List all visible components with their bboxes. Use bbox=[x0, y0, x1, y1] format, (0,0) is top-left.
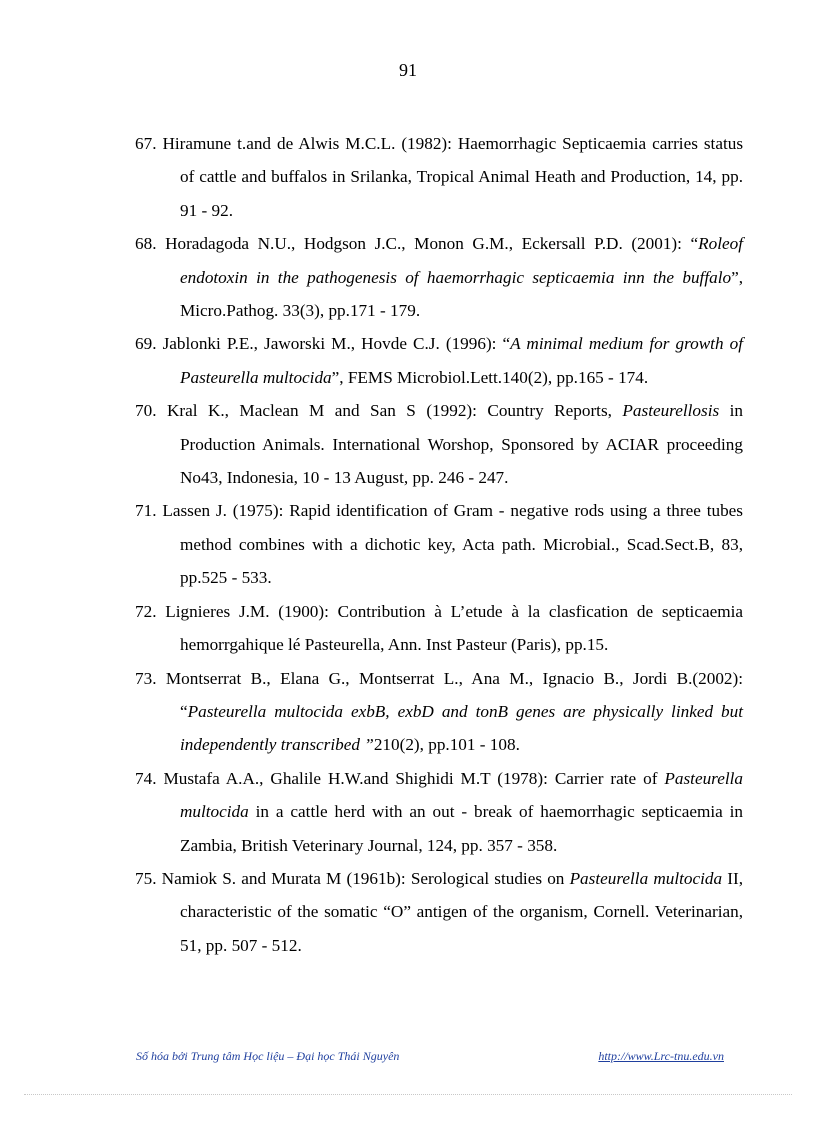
reference-text: ”, Micro.Pathog. 33(3), pp.171 - 179. bbox=[180, 267, 743, 321]
reference-text: Jablonki P.E., Jaworski M., Hovde C.J. (1996): “ bbox=[162, 334, 511, 354]
reference-item bbox=[135, 327, 743, 394]
reference-italic-text: Pasteurella multocida bbox=[180, 768, 743, 822]
reference-item bbox=[135, 662, 743, 762]
reference-number: 72. bbox=[135, 601, 157, 621]
reference-text: 210(2), pp.101 - 108. bbox=[373, 735, 520, 755]
reference-number: 69. bbox=[135, 334, 157, 354]
page-divider bbox=[24, 1094, 792, 1095]
reference-text: Mustafa A.A., Ghalile H.W.and Shighidi M.T (1978): Carrier rate of bbox=[163, 768, 665, 788]
reference-item bbox=[135, 127, 743, 227]
footer-source: Số hóa bởi Trung tâm Học liệu – Đại học Thái Nguyên bbox=[136, 1049, 400, 1063]
reference-item bbox=[135, 862, 743, 962]
reference-text: Lignieres J.M. (1900): Contribution à L’etude à la clasfication de septicaemia hemorrgahique lé Pasteurella, Ann. Inst Pasteur (Paris), pp.15. bbox=[165, 601, 743, 655]
reference-text: Horadagoda N.U., Hodgson J.C., Monon G.M., Eckersall P.D. (2001): “ bbox=[165, 234, 699, 254]
reference-item bbox=[135, 762, 743, 862]
reference-text: in Production Animals. International Worshop, Sponsored by ACIAR proceeding No43, Indonesia, 10 - 13 August, pp. 246 - 247. bbox=[180, 401, 744, 488]
footer-link[interactable]: http://www.Lrc-tnu.edu.vn bbox=[598, 1049, 724, 1063]
reference-text: Kral K., Maclean M and San S (1992): Country Reports, bbox=[166, 401, 623, 421]
reference-italic-text: Roleof endotoxin in the pathogenesis of haemorrhagic septicaemia inn the buffalo bbox=[180, 234, 743, 287]
reference-italic-text: A minimal medium for growth of Pasteurella multocida bbox=[180, 334, 743, 387]
reference-number: 70. bbox=[135, 401, 157, 421]
reference-text: Namiok S. and Murata M (1961b): Serological studies on bbox=[161, 868, 570, 888]
reference-text: II, characteristic of the somatic “O” antigen of the organism, Cornell. Veterinarian, 51, pp. 507 - 512. bbox=[180, 868, 743, 955]
reference-number: 75. bbox=[135, 868, 157, 888]
reference-text: Lassen J. (1975): Rapid identification of Gram - negative rods using a three tubes method combines with a dichotic key, Acta path. Microbial., Scad.Sect.B, 83, pp.525 - 533. bbox=[162, 501, 743, 588]
reference-text: ”, FEMS Microbiol.Lett.140(2), pp.165 - 174. bbox=[331, 367, 649, 387]
reference-number: 67. bbox=[135, 134, 157, 153]
reference-item bbox=[135, 595, 743, 662]
reference-text: in a cattle herd with an out - break of haemorrhagic septicaemia in Zambia, British Veterinary Journal, 124, pp. 357 - 358. bbox=[180, 802, 743, 855]
reference-item bbox=[135, 227, 743, 327]
reference-item bbox=[135, 494, 743, 594]
reference-text: Hiramune t.and de Alwis M.C.L. (1982): Haemorrhagic Septicaemia carries status of cattle and buffalos in Srilanka, Tropical Animal Heath and Production, 14, pp. 91 - 92. bbox=[162, 134, 744, 220]
reference-italic-text: Pasteurella multocida bbox=[569, 868, 723, 888]
reference-italic-text: Pasteurella multocida exbB, exbD and tonB genes are physically linked but independently transcribed ” bbox=[180, 701, 743, 755]
reference-number: 73. bbox=[135, 668, 157, 688]
reference-list bbox=[135, 127, 743, 962]
reference-text: Montserrat B., Elana G., Montserrat L., Ana M., Ignacio B., Jordi B.(2002): “ bbox=[165, 668, 744, 721]
reference-number: 68. bbox=[135, 234, 157, 254]
reference-italic-text: Pasteurellosis bbox=[622, 401, 720, 421]
page-number: 91 bbox=[399, 60, 417, 80]
reference-number: 74. bbox=[135, 768, 157, 788]
reference-item bbox=[135, 394, 743, 494]
reference-number: 71. bbox=[135, 501, 157, 521]
